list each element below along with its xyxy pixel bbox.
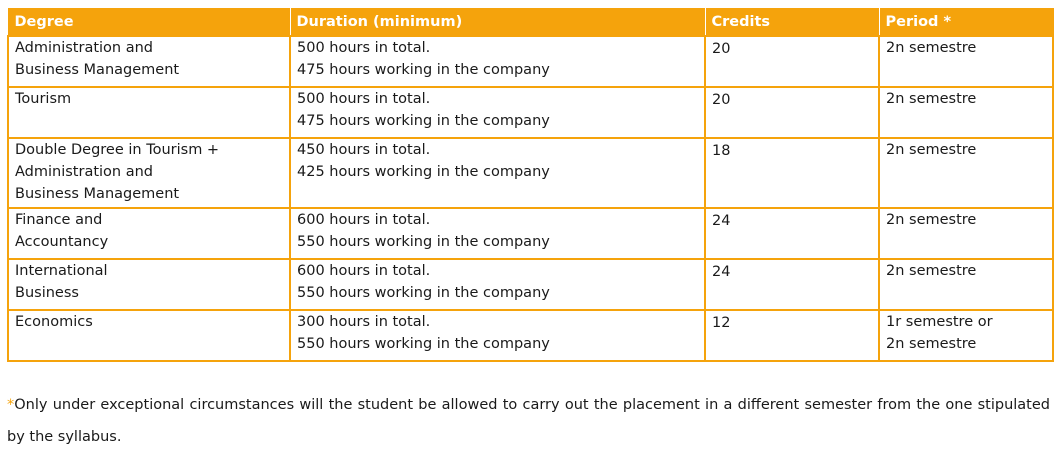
cell-period [879,87,1053,138]
duration-line: 425 hours working in the company [297,164,550,180]
degree-line: Business [15,285,79,301]
degree-line: Business Management [15,186,180,202]
cell-period [879,310,1053,361]
footnote-marker: * [7,397,15,413]
degree-line: Accountancy [15,234,109,250]
cell-degree [8,36,290,87]
cell-degree [8,208,290,259]
period-line: 1r semestre or [886,314,993,330]
period-line: 2n semestre [886,336,977,352]
degree-line: Administration and [15,164,153,180]
table-row [8,310,1053,361]
placements-table [7,8,1054,362]
cell-period [879,36,1053,87]
header-credits: Credits [705,9,879,37]
duration-line: 550 hours working in the company [297,234,550,250]
cell-credits: 24 [705,259,879,310]
cell-degree [8,87,290,138]
duration-line: 475 hours working in the company [297,113,550,129]
cell-credits: 20 [705,87,879,138]
cell-duration [290,310,705,361]
cell-duration [290,259,705,310]
degree-line: Administration and [15,40,153,56]
header-degree: Degree [8,9,290,37]
degree-line: Double Degree in Tourism + [15,142,220,158]
footnote [7,389,1050,453]
period-line: 2n semestre [886,91,977,107]
table-header-row [8,9,1053,37]
degree-line: International [15,263,108,279]
table-row [8,259,1053,310]
degree-line: Finance and [15,212,103,228]
cell-degree [8,259,290,310]
degree-line: Tourism [15,91,72,107]
duration-line: 550 hours working in the company [297,336,550,352]
duration-line: 500 hours in total. [297,40,431,56]
degree-line: Economics [15,314,93,330]
cell-duration [290,208,705,259]
duration-line: 450 hours in total. [297,142,431,158]
cell-credits: 24 [705,208,879,259]
cell-period [879,208,1053,259]
table-row [8,36,1053,87]
duration-line: 300 hours in total. [297,314,431,330]
table-body [8,36,1053,361]
cell-credits: 18 [705,138,879,208]
cell-period [879,138,1053,208]
table-row [8,138,1053,208]
cell-duration [290,36,705,87]
table-row [8,87,1053,138]
period-line: 2n semestre [886,212,977,228]
cell-period [879,259,1053,310]
duration-line: 500 hours in total. [297,91,431,107]
table-row [8,208,1053,259]
duration-line: 475 hours working in the company [297,62,550,78]
period-line: 2n semestre [886,263,977,279]
duration-line: 600 hours in total. [297,263,431,279]
header-period: Period * [879,9,1053,37]
cell-duration [290,87,705,138]
degree-line: Business Management [15,62,180,78]
cell-credits: 20 [705,36,879,87]
footnote-text: Only under exceptional circumstances will the student be allowed to carry out the placement in a different semester from the one stipulated by the syllabus. [7,397,1050,445]
period-line: 2n semestre [886,142,977,158]
header-duration: Duration (minimum) [290,9,705,37]
cell-credits: 12 [705,310,879,361]
duration-line: 600 hours in total. [297,212,431,228]
cell-degree [8,138,290,208]
period-line: 2n semestre [886,40,977,56]
duration-line: 550 hours working in the company [297,285,550,301]
cell-duration [290,138,705,208]
cell-degree [8,310,290,361]
